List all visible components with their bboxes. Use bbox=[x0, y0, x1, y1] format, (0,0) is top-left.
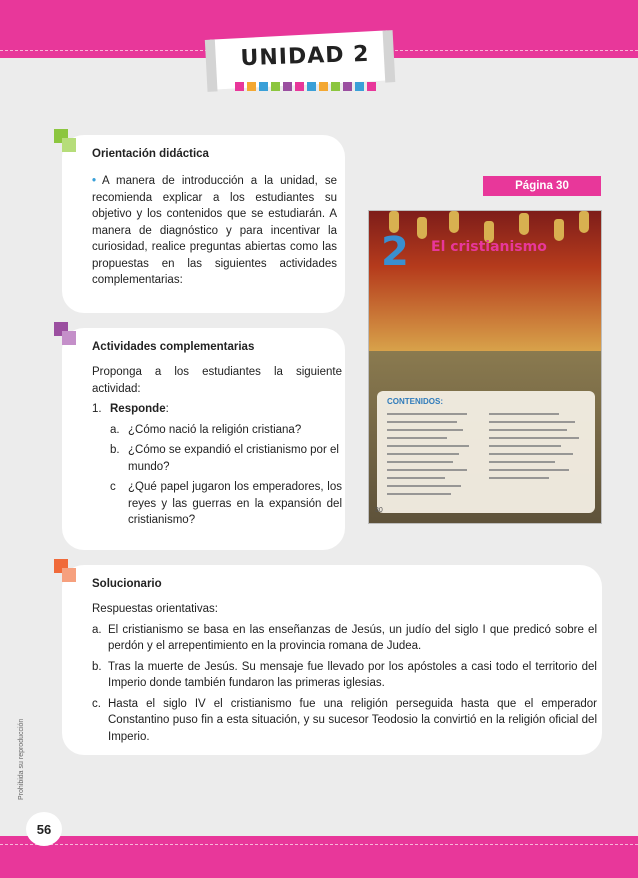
question-item bbox=[92, 422, 342, 439]
chapter-title: El cristianismo bbox=[431, 239, 547, 255]
contents-line bbox=[387, 469, 467, 471]
contents-line bbox=[489, 461, 555, 463]
solucionario-body bbox=[92, 601, 597, 745]
contents-line bbox=[489, 421, 575, 423]
contents-line bbox=[387, 413, 467, 415]
answer-text: El cristianismo se basa en las enseñanzas de Jesús, un judío del siglo I que predicó sobre el perdón y el arrepentimiento en la provincia romana de Judea. bbox=[108, 623, 597, 652]
contents-box bbox=[377, 391, 595, 513]
contents-header: CONTENIDOS: bbox=[387, 397, 443, 406]
activity-item bbox=[92, 401, 342, 418]
question-item bbox=[92, 479, 342, 529]
contents-line bbox=[489, 445, 561, 447]
answer-item bbox=[92, 696, 597, 746]
actividades-card bbox=[62, 328, 345, 550]
contents-line bbox=[489, 413, 559, 415]
question-text: ¿Cómo se expandió el cristianismo por el mundo? bbox=[128, 444, 339, 473]
answer-item bbox=[92, 659, 597, 692]
lamp-icon bbox=[554, 219, 564, 241]
contents-line bbox=[387, 461, 453, 463]
answer-text: Tras la muerte de Jesús. Su mensaje fue llevado por los apóstoles a casi todo el territorio del Imperio donde también fundaron las primeras iglesias. bbox=[108, 660, 597, 689]
actividades-title: Actividades complementarias bbox=[92, 341, 255, 353]
contents-line bbox=[387, 477, 445, 479]
contents-line bbox=[387, 421, 457, 423]
orientacion-title: Orientación didáctica bbox=[92, 148, 209, 160]
question-item bbox=[92, 442, 342, 475]
answer-letter: a. bbox=[92, 623, 102, 636]
light-orange-square-icon bbox=[62, 568, 76, 582]
contents-line bbox=[387, 453, 459, 455]
contents-line bbox=[489, 437, 579, 439]
answer-item bbox=[92, 622, 597, 655]
answer-letter: c. bbox=[92, 697, 101, 710]
orientacion-text: A manera de introducción a la unidad, se recomienda explicar a los estudiantes su objetivo y los contenidos que se estudiarán. A manera de diagnóstico y para incentivar la curiosidad, realice preguntas abiertas como las propuestas en las siguientes actividades complementarias: bbox=[92, 175, 337, 286]
question-text: ¿Cómo nació la religión cristiana? bbox=[128, 423, 302, 436]
question-letter: c bbox=[110, 481, 116, 493]
chapter-number: 2 bbox=[381, 229, 409, 275]
orientacion-card bbox=[62, 135, 345, 313]
contents-line bbox=[387, 429, 463, 431]
lamp-icon bbox=[519, 213, 529, 235]
light-purple-square-icon bbox=[62, 331, 76, 345]
lamp-icon bbox=[579, 211, 589, 233]
light-green-square-icon bbox=[62, 138, 76, 152]
bullet-icon: • bbox=[92, 175, 97, 187]
unit-title: UNIDAD 2 bbox=[240, 41, 370, 72]
contents-line bbox=[387, 445, 469, 447]
activity-label: Responde bbox=[110, 403, 166, 415]
bottom-band bbox=[0, 836, 638, 878]
solucionario-title: Solucionario bbox=[92, 578, 162, 590]
contents-line bbox=[387, 485, 461, 487]
color-strip bbox=[235, 82, 376, 91]
thumbnail-page-number: 30 bbox=[375, 507, 383, 514]
contents-line bbox=[489, 453, 573, 455]
question-letter: b. bbox=[110, 444, 120, 456]
solucionario-card bbox=[62, 565, 602, 755]
contents-line bbox=[489, 477, 549, 479]
contents-line bbox=[489, 429, 567, 431]
lamp-icon bbox=[417, 217, 427, 239]
contents-line bbox=[387, 437, 447, 439]
contents-line bbox=[387, 493, 451, 495]
page-number: 56 bbox=[36, 822, 52, 837]
orientacion-body bbox=[92, 173, 337, 289]
copyright-note: Prohibida su reproducción bbox=[18, 718, 25, 800]
contents-line bbox=[489, 469, 569, 471]
solucionario-intro: Respuestas orientativas: bbox=[92, 603, 218, 615]
textbook-page-thumbnail bbox=[368, 210, 602, 524]
lamp-icon bbox=[449, 211, 459, 233]
question-text: ¿Qué papel jugaron los emperadores, los reyes y las guerras en la expansión del cristianismo? bbox=[128, 481, 342, 526]
activity-colon: : bbox=[165, 403, 169, 415]
activity-number: 1. bbox=[92, 403, 102, 415]
page-reference-label: Página 30 bbox=[483, 176, 601, 196]
question-letter: a. bbox=[110, 423, 120, 436]
answer-text: Hasta el siglo IV el cristianismo fue una religión perseguida hasta que el emperador Constantino puso fin a esta situación, y su sucesor Teodosio la convirtió en la religión oficial del Imperio. bbox=[108, 697, 597, 743]
actividades-body bbox=[92, 364, 342, 529]
answer-letter: b. bbox=[92, 660, 102, 673]
actividades-intro: Proponga a los estudiantes la siguiente actividad: bbox=[92, 366, 342, 395]
